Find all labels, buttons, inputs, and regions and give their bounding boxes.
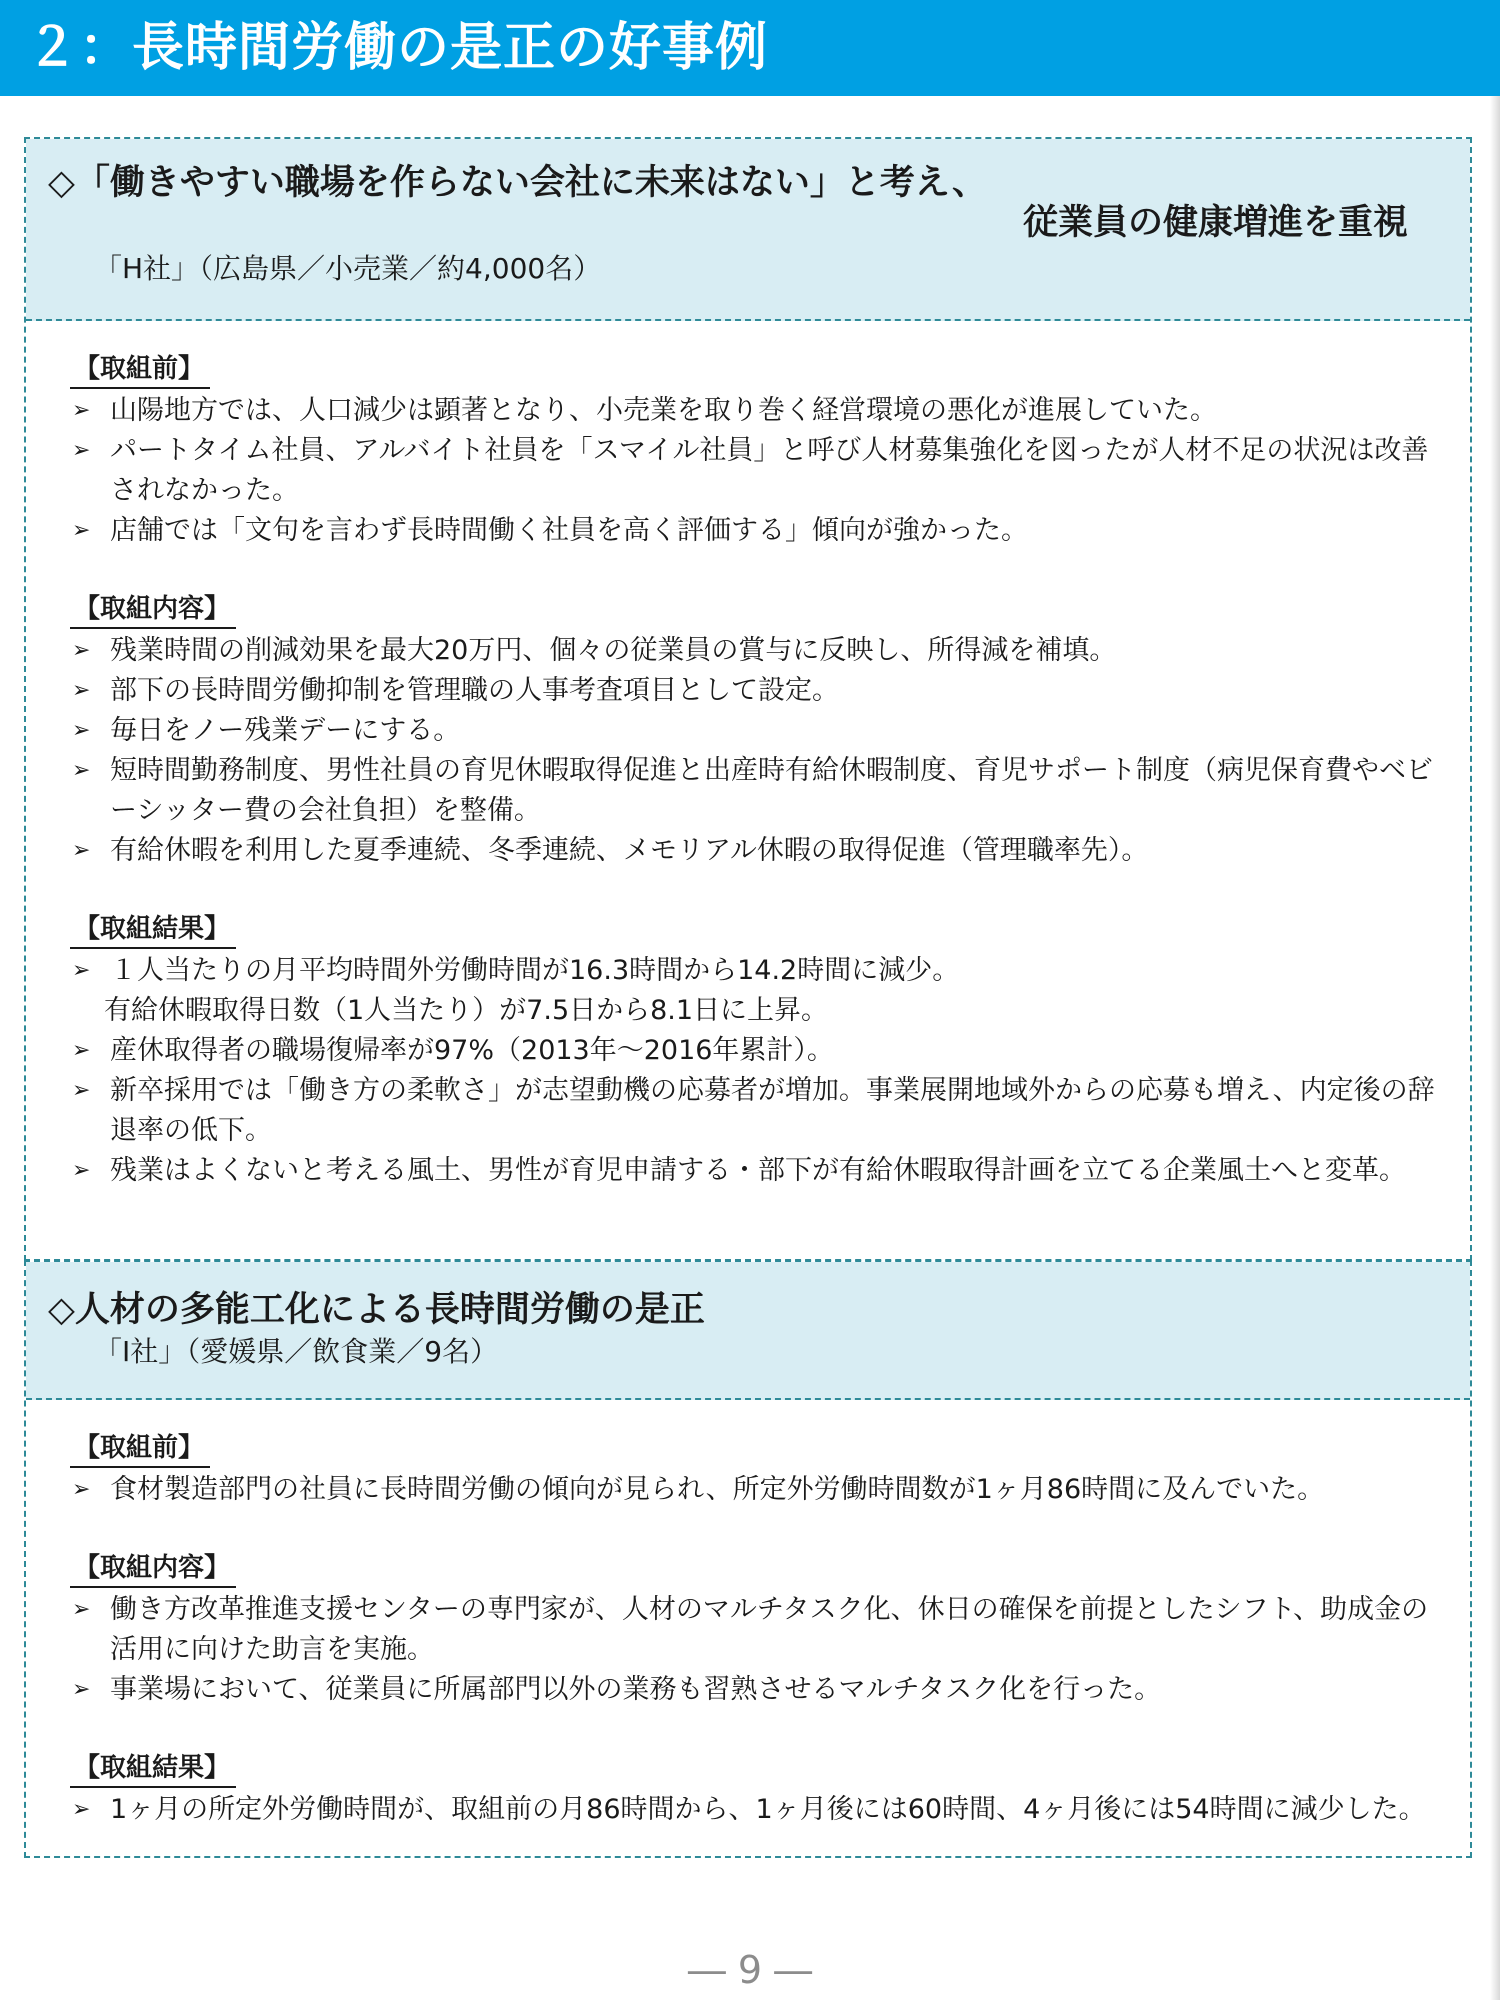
case-body-h [26,321,1470,1191]
list-item: ➢ 有給休暇を利用した夏季連続、冬季連続、メモリアル休暇の取得促進（管理職率先）。 [46,831,1440,871]
arrow-bullet-icon: ➢ [72,1477,91,1502]
bullet-list-content-i [46,1590,1440,1710]
arrow-bullet-icon: ➢ [72,398,91,423]
list-item: ➢ 産休取得者の職場復帰率が97%（2013年～2016年累計）。 [46,1031,1440,1071]
list-item: ➢ 毎日をノー残業デーにする。 [46,711,1440,751]
arrow-bullet-icon: ➢ [72,838,91,863]
header-banner [0,0,1500,96]
page-edge-shadow [1490,96,1500,2000]
section-label-content: 【取組内容】 [70,591,236,629]
arrow-bullet-icon: ➢ [72,758,91,783]
list-item: ➢ １人当たりの月平均時間外労働時間が16.3時間から14.2時間に減少。 [46,951,1440,991]
list-item: ➢ 1ヶ月の所定外労働時間が、取組前の月86時間から、1ヶ月後には60時間、4ヶ月後には54時間に減少した。 [46,1790,1440,1830]
arrow-bullet-icon: ➢ [72,1038,91,1063]
bullet-list-result-more [46,1031,1440,1191]
list-item: ➢ 山陽地方では、人口減少は顕著となり、小売業を取り巻く経営環境の悪化が進展していた。 [46,391,1440,431]
bullet-list-before-i [46,1470,1440,1510]
case-title-i: ◇人材の多能工化による長時間労働の是正 [48,1290,705,1330]
arrow-bullet-icon: ➢ [72,638,91,663]
arrow-bullet-icon: ➢ [72,1597,91,1622]
result-sub-line: 有給休暇取得日数（1人当たり）が7.5日から8.1日に上昇。 [104,995,829,1026]
list-item: ➢ 部下の長時間労働抑制を管理職の人事考査項目として設定。 [46,671,1440,711]
list-item: ➢ 残業はよくないと考える風土、男性が育児申請する・部下が有給休暇取得計画を立てる企業風土へと変革。 [46,1151,1440,1191]
list-item: ➢ 働き方改革推進支援センターの専門家が、人材のマルチタスク化、休日の確保を前提としたシフト、助成金の活用に向けた助言を実施。 [46,1590,1440,1670]
page-title: ２：長時間労働の是正の好事例 [26,18,769,78]
bullet-list-content [46,631,1440,871]
section-label-result: 【取組結果】 [70,911,236,949]
company-info-i: 「I社」（愛媛県／飲食業／9名） [94,1335,499,1368]
arrow-bullet-icon: ➢ [72,1078,91,1103]
case-header-h [26,139,1470,321]
section-label-before: 【取組前】 [70,351,210,389]
section-label-before-i: 【取組前】 [70,1430,210,1468]
bullet-list-before [46,391,1440,551]
case-box-i [24,1260,1472,1858]
list-item: ➢ 食材製造部門の社員に長時間労働の傾向が見られ、所定外労働時間数が1ヶ月86時間に及んでいた。 [46,1470,1440,1510]
list-item: ➢ 短時間勤務制度、男性社員の育児休暇取得促進と出産時有給休暇制度、育児サポート制度（病児保育費やベビーシッター費の会社負担）を整備。 [46,751,1440,831]
case-title-line2: 従業員の健康増進を重視 [1022,203,1408,243]
list-item: ➢ 新卒採用では「働き方の柔軟さ」が志望動機の応募者が増加。事業展開地域外からの応募も増え、内定後の辞退率の低下。 [46,1071,1440,1151]
arrow-bullet-icon: ➢ [72,1677,91,1702]
list-item: ➢ 残業時間の削減効果を最大20万円、個々の従業員の賞与に反映し、所得減を補填。 [46,631,1440,671]
arrow-bullet-icon: ➢ [72,518,91,543]
arrow-bullet-icon: ➢ [72,678,91,703]
page-number: ― 9 ― [687,1948,813,1992]
case-body-i [26,1400,1470,1830]
section-label-result-i: 【取組結果】 [70,1750,236,1788]
company-info-h: 「H社」（広島県／小売業／約4,000名） [94,252,602,285]
arrow-bullet-icon: ➢ [72,438,91,463]
bullet-list-result-i [46,1790,1440,1830]
arrow-bullet-icon: ➢ [72,1797,91,1822]
case-box-h [24,137,1472,1261]
section-label-content-i: 【取組内容】 [70,1550,236,1588]
list-item: ➢ 店舗では「文句を言わず長時間働く社員を高く評価する」傾向が強かった。 [46,511,1440,551]
arrow-bullet-icon: ➢ [72,958,91,983]
list-item: ➢ 事業場において、従業員に所属部門以外の業務も習熟させるマルチタスク化を行った。 [46,1670,1440,1710]
arrow-bullet-icon: ➢ [72,718,91,743]
list-item: ➢ パートタイム社員、アルバイト社員を「スマイル社員」と呼び人材募集強化を図ったが人材不足の状況は改善されなかった。 [46,431,1440,511]
bullet-list-result [46,951,1440,991]
case-title-line1: ◇「働きやすい職場を作らない会社に未来はない」と考え、 [48,163,988,203]
arrow-bullet-icon: ➢ [72,1158,91,1183]
case-header-i [26,1262,1470,1400]
